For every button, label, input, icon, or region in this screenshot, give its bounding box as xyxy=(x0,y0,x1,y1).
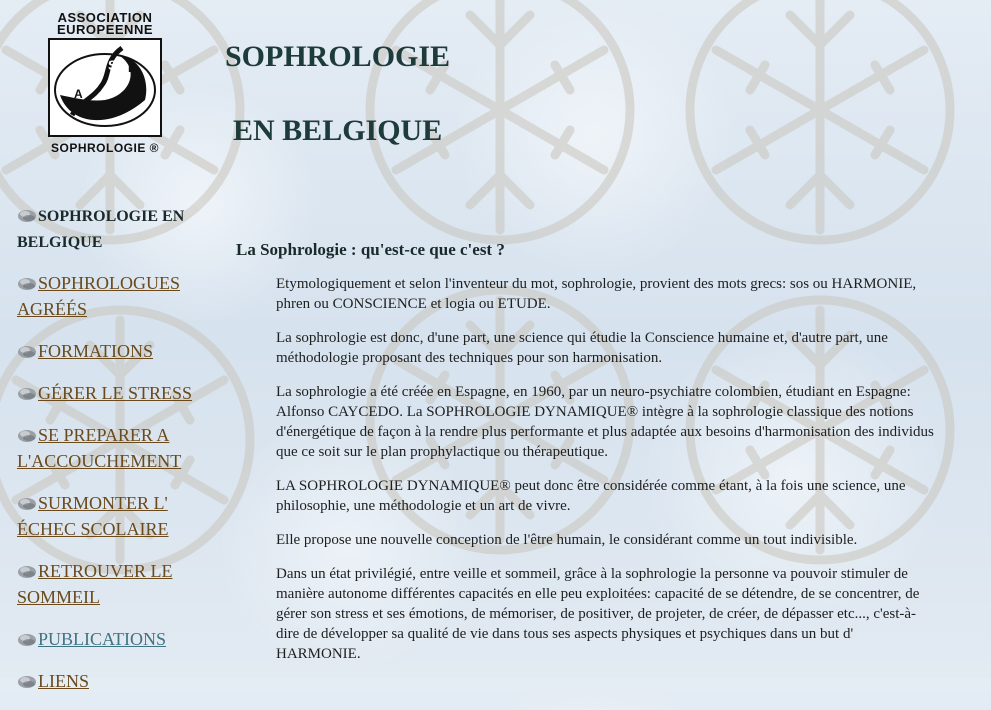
nav-item-sophrologie-en-belgique xyxy=(17,204,207,256)
logo-top-text: ASSOCIATION EUROPEENNE xyxy=(56,10,154,37)
nav-item-sophrologues-agrees[interactable] xyxy=(17,270,207,322)
paragraph-dynamique: LA SOPHROLOGIE DYNAMIQUE® peut donc être considérée comme étant, à la fois une science, une philosophie, une méthodologie et un art de vivre. xyxy=(276,478,906,514)
nav-item-gerer-le-stress[interactable] xyxy=(17,380,207,406)
nav-item-liens[interactable] xyxy=(17,668,207,694)
stone-bullet-icon xyxy=(17,427,37,443)
nav-item-retrouver-le-sommeil[interactable] xyxy=(17,558,207,610)
nav-link-sophrologues-agrees[interactable]: SOPHROLOGUES AGRÉÉS xyxy=(17,273,181,319)
nav-link-se-preparer-accouchement[interactable]: SE PREPARER A L'ACCOUCHEMENT xyxy=(17,425,182,471)
paragraph-definition: La sophrologie est donc, d'une part, une science qui étudie la Conscience humaine et, d'autre part, une méthodologie proposant des techniques pour son harmonisation. xyxy=(276,330,888,366)
stone-bullet-icon xyxy=(17,563,37,579)
nav-link-retrouver-le-sommeil[interactable]: RETROUVER LE SOMMEIL xyxy=(17,561,173,607)
nav-link-liens[interactable]: LIENS xyxy=(38,671,89,691)
stone-bullet-icon xyxy=(17,275,37,291)
nav-item-se-preparer-accouchement[interactable] xyxy=(17,422,207,474)
stone-bullet-icon xyxy=(17,495,37,511)
logo-bottom-text: SOPHROLOGIE ® xyxy=(50,141,160,155)
nav-link-publications[interactable]: PUBLICATIONS xyxy=(38,629,167,649)
stone-bullet-icon xyxy=(17,673,37,689)
paragraph-conception: Elle propose une nouvelle conception de l'être humain, le considérant comme un tout indivisible. xyxy=(276,532,858,548)
association-logo xyxy=(30,12,180,155)
nav-label: SOPHROLOGIE EN BELGIQUE xyxy=(17,208,185,251)
nav-link-surmonter-echec-scolaire[interactable]: SURMONTER L' ÉCHEC SCOLAIRE xyxy=(17,493,169,539)
paragraph-etymology: Etymologiquement et selon l'inventeur du mot, sophrologie, provient des mots grecs: sos ou HARMONIE, phren ou CONSCIENCE et logia ou ETUDE. xyxy=(276,276,917,312)
logo-letter-e: E xyxy=(128,61,137,75)
logo-emblem-icon xyxy=(50,40,160,135)
stone-bullet-icon xyxy=(17,207,37,223)
nav-item-publications[interactable] xyxy=(17,626,207,652)
logo-emblem xyxy=(48,38,162,137)
main-content xyxy=(236,240,936,678)
nav-item-surmonter-echec-scolaire[interactable] xyxy=(17,490,207,542)
sidebar-nav xyxy=(17,204,207,710)
nav-link-formations[interactable]: FORMATIONS xyxy=(38,341,154,361)
paragraph-history: La sophrologie a été créée en Espagne, en 1960, par un neuro-psychiatre colombien, étudiant en Espagne: Alfonso CAYCEDO. La SOPHROLOGIE DYNAMIQUE® intègre à la sophrologie classique des notions d'énergétique de façon à la rendre plus performante et plus adaptée aux besoins d'harmonisation des individus que ce soit sur le plan prophylactique ou thérapeutique. xyxy=(276,384,934,460)
nav-link-gerer-le-stress[interactable]: GÉRER LE STRESS xyxy=(38,383,193,403)
nav-item-formations[interactable] xyxy=(17,338,207,364)
section-heading: La Sophrologie : qu'est-ce que c'est ? xyxy=(236,240,505,259)
logo-letter-s: S xyxy=(108,57,118,73)
stone-bullet-icon xyxy=(17,385,37,401)
logo-letter-a: A xyxy=(74,87,83,101)
stone-bullet-icon xyxy=(17,631,37,647)
paragraph-capacites: Dans un état privilégié, entre veille et sommeil, grâce à la sophrologie la personne va pouvoir stimuler de manière autonome différentes capacités en elle peu exploitées: capacité de se détendre, de se concentrer, de gérer son stress et ses émotions, de mémoriser, de positiver, de projeter, de créer, de dépasser etc..., c'est-à-dire de développer sa qualité de vie dans tous ses aspects physiques et psychiques dans un but d' HARMONIE. xyxy=(276,566,920,662)
page-title-line1: SOPHROLOGIE xyxy=(225,40,451,73)
page-title-line2: EN BELGIQUE xyxy=(233,114,443,147)
stone-bullet-icon xyxy=(17,343,37,359)
